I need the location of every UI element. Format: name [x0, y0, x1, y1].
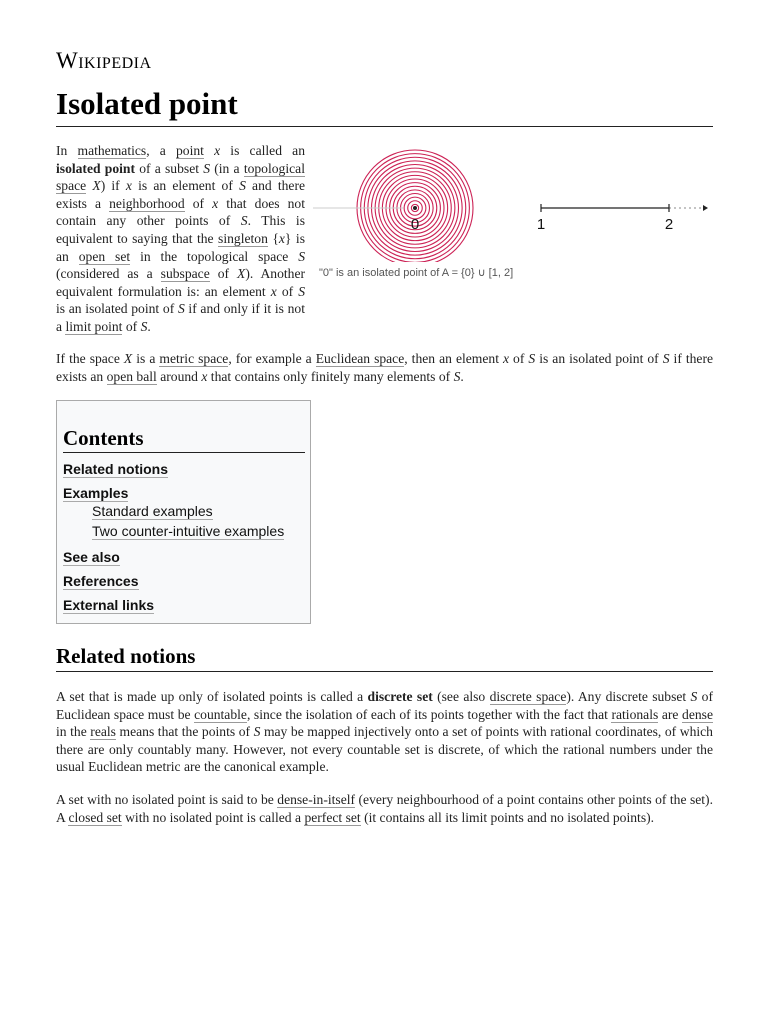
toc-item-label: External links	[63, 597, 155, 613]
text: may be mapped injectively onto a set of points with rational coordinates, of which there are only countably many. However, not every countable set is discrete, of which the rational numbers under the usual Euclidean metric are the canonical example.	[56, 724, 713, 775]
bold-term: discrete set	[367, 689, 433, 704]
link-mathematics[interactable]: mathematics	[77, 143, 147, 158]
math-var: x	[201, 368, 208, 384]
text: ) if	[100, 178, 126, 194]
text: .	[147, 318, 151, 334]
link-subspace[interactable]: subspace	[160, 266, 210, 282]
text: if there exists an	[56, 351, 714, 384]
toc-item-label: Standard examples	[92, 503, 213, 519]
text: are	[658, 706, 683, 722]
link-perfect-set[interactable]: perfect set	[304, 809, 361, 825]
link-countable[interactable]: countable	[194, 706, 247, 722]
link-limit-point[interactable]: limit point	[65, 318, 123, 334]
math-var: x	[125, 178, 132, 194]
math-var: S	[239, 178, 246, 194]
math-var: S	[203, 160, 211, 176]
text: of a subset	[135, 160, 204, 176]
link-open-ball[interactable]: open ball	[106, 368, 157, 384]
paragraph	[56, 688, 713, 776]
text: that does not contain any other points of	[56, 195, 305, 229]
text: if and only if it is not a	[56, 301, 305, 334]
table-of-contents	[56, 400, 311, 624]
text: } is an	[56, 230, 305, 264]
toc-item-label: Related notions	[63, 461, 169, 477]
isolated-point-figure[interactable]	[313, 142, 713, 262]
link-dense-in-itself[interactable]: dense-in-itself	[277, 792, 356, 807]
math-var: S	[453, 368, 461, 384]
text: .	[460, 368, 464, 384]
related-notions-paragraph-1	[56, 688, 713, 776]
section-heading-related-notions: Related notions	[56, 642, 713, 672]
related-notions-paragraph-2	[56, 791, 713, 826]
link-dense[interactable]: dense	[682, 706, 713, 722]
math-var: S	[690, 689, 698, 704]
text: (see also	[432, 689, 490, 704]
math-var: S	[528, 351, 536, 366]
text: is an isolated point of	[535, 351, 663, 366]
text: around	[156, 368, 202, 384]
metric-space-section	[56, 350, 713, 385]
text: is an element of	[131, 178, 240, 194]
math-var: S	[177, 301, 185, 317]
math-var: S	[240, 213, 248, 229]
text: ). Any discrete subset	[566, 689, 691, 704]
text: (considered as a	[56, 266, 161, 282]
math-var: X	[92, 178, 101, 194]
text: with no isolated point is called a	[121, 809, 305, 825]
link-rationals[interactable]: rationals	[611, 706, 659, 722]
text: means that the points of	[115, 724, 254, 740]
link-point[interactable]: point	[175, 143, 204, 158]
figure	[313, 142, 713, 318]
text: is called an	[220, 143, 305, 158]
toc-item-two-counter-intuitive-examples[interactable]	[92, 523, 284, 539]
link-topological-space[interactable]: topological space	[56, 160, 305, 194]
text: in the	[56, 724, 91, 740]
toc-item-see-also[interactable]	[63, 549, 120, 565]
math-var: X	[237, 266, 246, 282]
toc-item-label: See also	[63, 549, 120, 565]
link-open-set[interactable]: open set	[78, 248, 131, 264]
link-reals[interactable]: reals	[90, 724, 116, 740]
toc-item-examples[interactable]	[63, 485, 128, 501]
text: , since the isolation of each of its points together with the fact that	[246, 706, 612, 722]
text: of	[184, 195, 213, 211]
text: of	[276, 283, 299, 299]
text: is a	[132, 351, 160, 366]
link-singleton[interactable]: singleton	[218, 230, 268, 246]
isolated-point-dot	[413, 206, 417, 210]
page-title: Isolated point	[56, 84, 713, 127]
text: of Euclidean space must be	[56, 689, 713, 722]
math-var: S	[298, 283, 305, 299]
text: , a	[146, 143, 176, 158]
link-neighborhood[interactable]: neighborhood	[109, 195, 185, 211]
text: , for example a	[228, 351, 316, 366]
math-var: X	[123, 351, 133, 366]
text: of	[209, 266, 238, 282]
text: ). Another equivalent formulation is: an element	[56, 266, 306, 299]
text: . This is equivalent to saying that the	[56, 213, 306, 246]
text: of	[122, 318, 141, 334]
text: If the space	[56, 351, 124, 366]
text	[204, 143, 214, 158]
text: is an isolated point of	[56, 301, 178, 317]
toc-item-standard-examples[interactable]	[92, 503, 213, 519]
text: (in a	[210, 160, 244, 176]
toc-item-related-notions[interactable]	[63, 461, 168, 477]
math-var: x	[278, 230, 285, 246]
text: in the topological space	[130, 248, 299, 264]
text: of	[509, 351, 529, 366]
text: and there exists a	[56, 178, 306, 211]
link-metric-space[interactable]: metric space	[159, 351, 229, 366]
link-discrete-space[interactable]: discrete space	[489, 689, 567, 704]
text: A set with no isolated point is said to be	[56, 792, 278, 807]
metric-space-paragraph	[56, 350, 713, 385]
axis-arrow-icon	[703, 205, 708, 211]
toc-item-label: Two counter-intuitive examples	[92, 523, 285, 539]
intro-section	[56, 142, 713, 336]
tick-label-0: 0	[410, 216, 420, 233]
math-var: x	[214, 143, 221, 158]
math-var: S	[140, 318, 148, 334]
toc-item-external-links[interactable]	[63, 597, 154, 613]
math-var: x	[502, 351, 510, 366]
text: that contains only finitely many elements of	[207, 368, 454, 384]
text: , then an element	[404, 351, 503, 366]
math-var: x	[212, 195, 219, 211]
math-var: S	[298, 248, 305, 264]
math-var: x	[270, 283, 277, 299]
tick-label-1: 1	[536, 216, 546, 233]
wikipedia-wordmark[interactable]: Wikipedia	[56, 48, 152, 73]
text: (it contains all its limit points and no isolated points).	[360, 809, 655, 825]
tick-label-2: 2	[664, 216, 674, 233]
toc-item-label: References	[63, 573, 139, 589]
math-var: S	[662, 351, 670, 366]
bold-term: isolated point	[56, 160, 135, 176]
text: (every neighbourhood of a point contains other points of the set). A	[56, 792, 713, 825]
text: {	[267, 230, 279, 246]
math-var: S	[253, 724, 261, 740]
text: In	[56, 143, 78, 158]
link-euclidean-space[interactable]: Euclidean space	[315, 351, 405, 366]
toc-title: Contents	[63, 425, 305, 453]
text: A set that is made up only of isolated points is called a	[56, 689, 368, 704]
toc-item-references[interactable]	[63, 573, 139, 589]
link-closed-set[interactable]: closed set	[68, 809, 122, 825]
paragraph	[56, 791, 713, 826]
toc-item-label: Examples	[63, 485, 129, 501]
figure-caption: "0" is an isolated point of A = {0} ∪ [1, 2]	[319, 267, 514, 279]
